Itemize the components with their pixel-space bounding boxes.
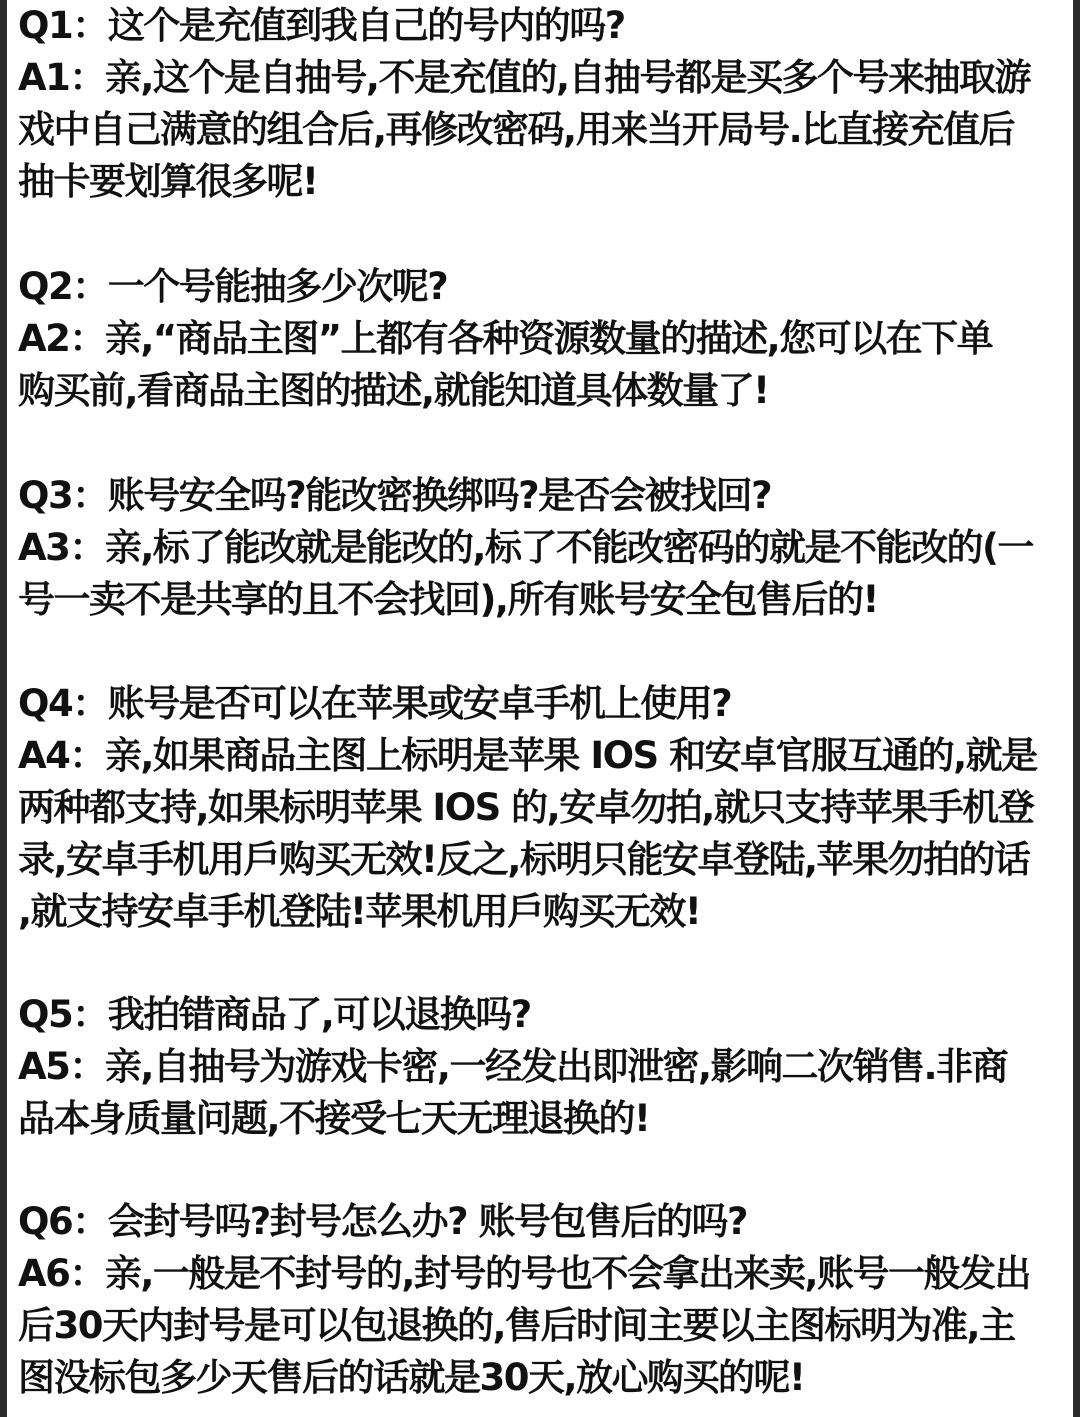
faq-answer-line-a6: A6：亲,一般是不封号的,封号的号也不会拿出来卖,账号一般发出 [18,1252,1031,1295]
faq-question-q2: Q2：一个号能抽多少次呢? [18,265,448,308]
faq-question-q5: Q5：我拍错商品了,可以退换吗? [18,993,531,1036]
faq-answer-line-a5: A5：亲,自抽号为游戏卡密,一经发出即泄密,影响二次销售.非商 [18,1045,1008,1088]
faq-question-q3: Q3：账号安全吗?能改密换绑吗?是否会被找回? [18,474,772,517]
faq-answer-line-a2: 购买前,看商品主图的描述,就能知道具体数量了! [18,369,769,412]
faq-question-q4: Q4：账号是否可以在苹果或安卓手机上使用? [18,682,732,725]
faq-question-q6: Q6：会封号吗?封号怎么办? 账号包售后的吗? [18,1200,747,1243]
faq-sheet [7,0,1073,1417]
faq-answer-line-a6: 后30天内封号是可以包退换的,售后时间主要以主图标明为准,主 [18,1304,1015,1347]
faq-answer-line-a4: 录,安卓手机用戶购买无效!反之,标明只能安卓登陆,苹果勿拍的话 [18,838,1030,881]
faq-answer-line-a3: A3：亲,标了能改就是能改的,标了不能改密码的就是不能改的(一 [18,526,1033,569]
faq-question-q1: Q1：这个是充值到我自己的号内的吗? [18,4,625,47]
faq-answer-line-a1: 戏中自己满意的组合后,再修改密码,用来当开局号.比直接充值后 [18,108,1015,151]
faq-answer-line-a4: 两种都支持,如果标明苹果 IOS 的,安卓勿拍,就只支持苹果手机登 [18,786,1034,829]
faq-answer-line-a5: 品本身质量问题,不接受七天无理退换的! [18,1097,650,1140]
faq-answer-line-a3: 号一卖不是共享的且不会找回),所有账号安全包售后的! [18,578,878,621]
faq-answer-line-a2: A2：亲,“商品主图”上都有各种资源数量的描述,您可以在下单 [18,317,993,360]
faq-answer-line-a1: A1：亲,这个是自抽号,不是充值的,自抽号都是买多个号来抽取游 [18,56,1031,99]
faq-answer-line-a1: 抽卡要划算很多呢! [18,160,318,203]
faq-answer-line-a4: ,就支持安卓手机登陆!苹果机用戶购买无效! [18,890,701,933]
faq-answer-line-a4: A4：亲,如果商品主图上标明是苹果 IOS 和安卓官服互通的,就是 [18,734,1037,777]
faq-answer-line-a6: 图没标包多少天售后的话就是30天,放心购买的呢! [18,1356,805,1399]
